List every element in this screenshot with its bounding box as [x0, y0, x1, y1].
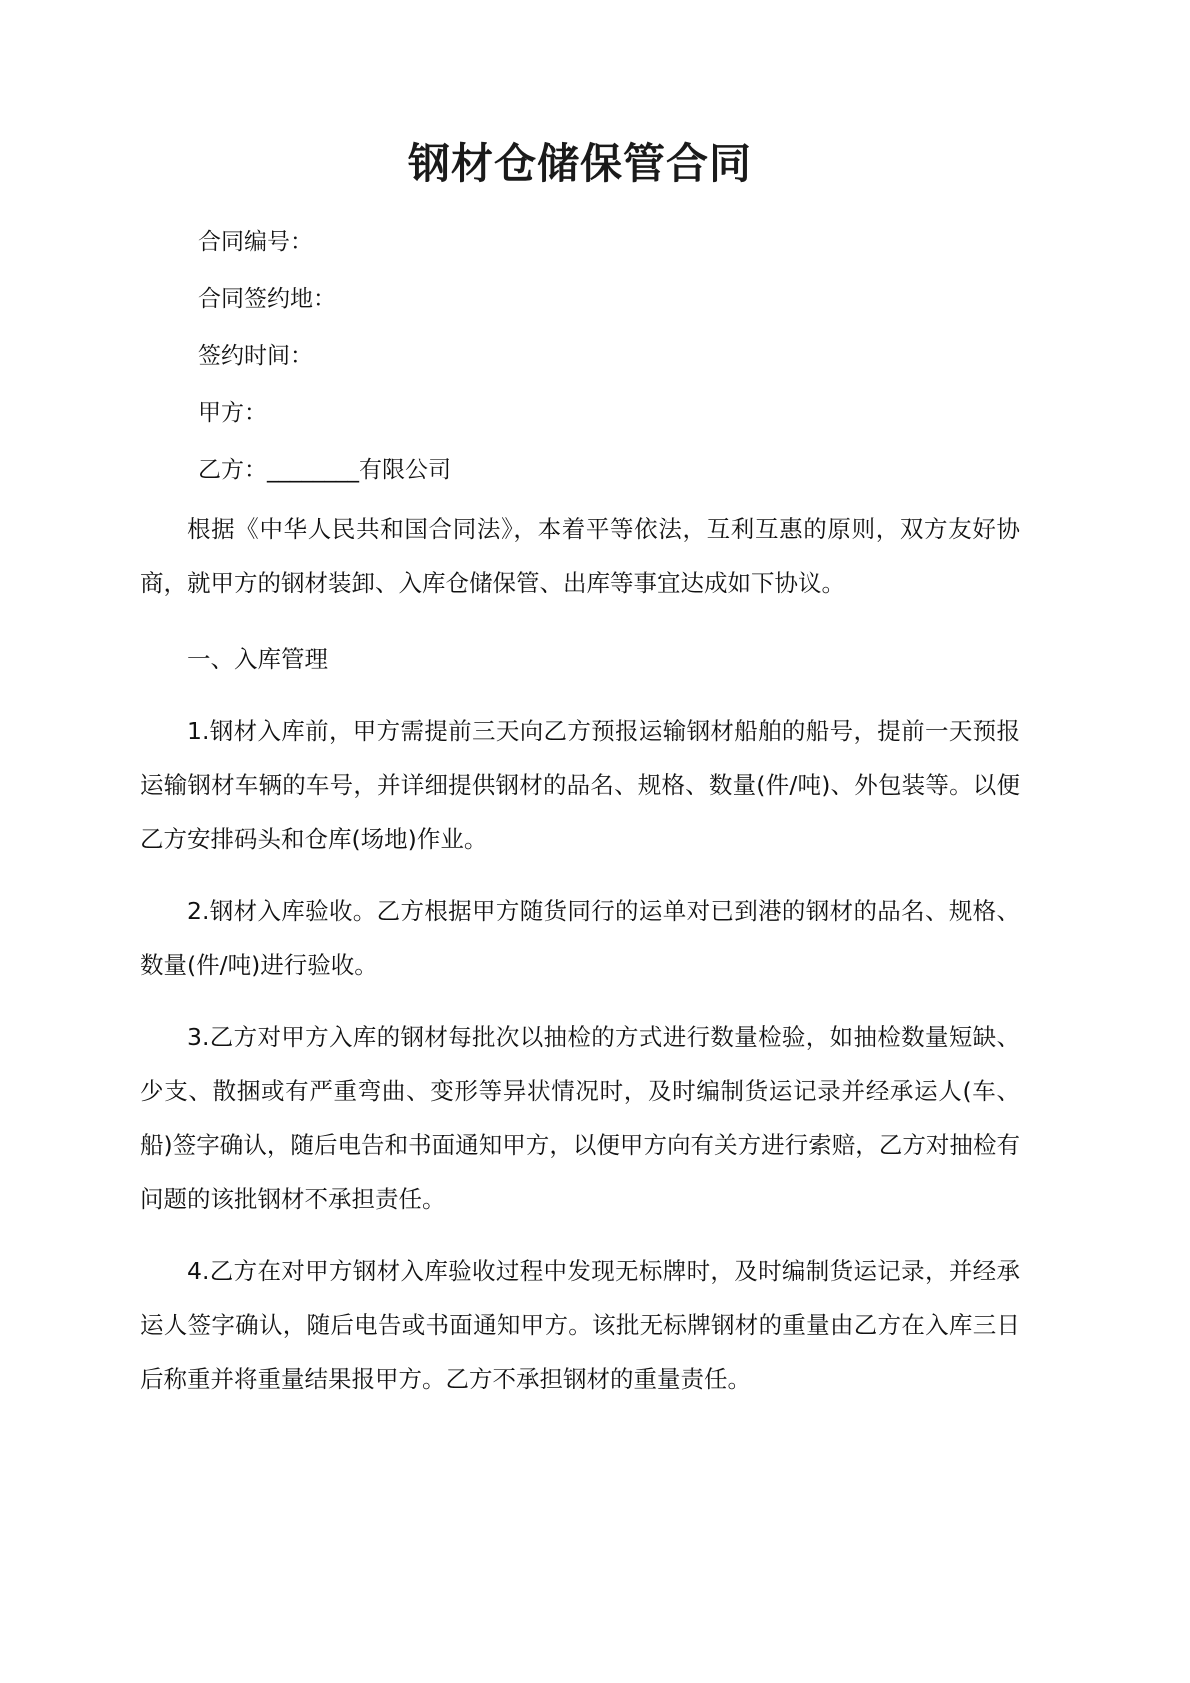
field-party-b	[140, 425, 1020, 482]
field-party-b-value: ________有限公司	[267, 456, 451, 483]
document-body	[140, 0, 1020, 1406]
paragraph-preamble: 根据《中华人民共和国合同法》，本着平等依法，互利互惠的原则，双方友好协商，就甲方的钢材装卸、入库仓储保管、出库等事宜达成如下协议。	[140, 514, 1020, 597]
field-signing-place: 合同签约地：	[198, 285, 336, 312]
field-signing-time: 签约时间：	[198, 342, 313, 369]
section-1-item-4: 4.乙方在对甲方钢材入库验收过程中发现无标牌时，及时编制货运记录，并经承运人签字确认，随后电告或书面通知甲方。该批无标牌钢材的重量由乙方在入库三日后称重并将重量结果报甲方。乙方不承担钢材的重量责任。	[140, 1256, 1020, 1393]
section-heading-1: 一、入库管理	[187, 644, 328, 673]
field-contract-number: 合同编号：	[198, 228, 313, 255]
field-party-a: 甲方：	[198, 399, 267, 426]
page-title: 钢材仓储保管合同	[407, 139, 752, 188]
section-1-item-1: 1.钢材入库前，甲方需提前三天向乙方预报运输钢材船舶的船号，提前一天预报运输钢材车辆的车号，并详细提供钢材的品名、规格、数量(件/吨)、外包装等。以便乙方安排码头和仓库(场地)作业。	[140, 716, 1020, 853]
section-1-item-2: 2.钢材入库验收。乙方根据甲方随货同行的运单对已到港的钢材的品名、规格、数量(件/吨)进行验收。	[140, 896, 1020, 979]
field-party-b-label: 乙方：	[198, 456, 267, 483]
section-1-item-3: 3.乙方对甲方入库的钢材每批次以抽检的方式进行数量检验，如抽检数量短缺、少支、散捆或有严重弯曲、变形等异状情况时，及时编制货运记录并经承运人(车、船)签字确认，随后电告和书面通知甲方，以便甲方向有关方进行索赔，乙方对抽检有问题的该批钢材不承担责任。	[140, 1022, 1020, 1213]
